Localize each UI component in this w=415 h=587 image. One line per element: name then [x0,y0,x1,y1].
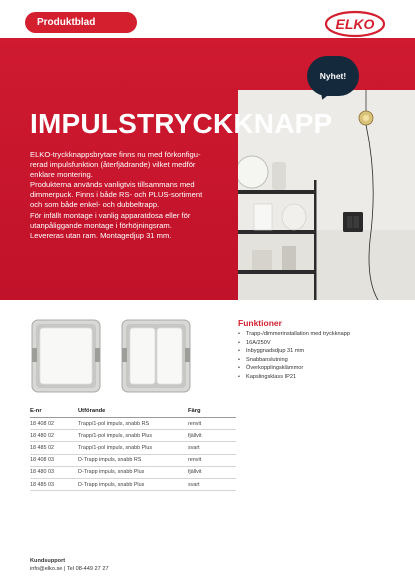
cell-design: Trapp/1-pol impuls, snabb Plus [78,430,188,442]
functions-list [238,330,350,382]
cell-enr: 18 480 03 [30,466,78,478]
double-push-button-image [120,318,192,396]
function-item: • Inbyggnadsdjup 31 mm [238,347,350,356]
customer-support [30,558,109,573]
support-contact[interactable]: info@elko.se | Tel 08-449 27 27 [30,565,109,572]
function-item: • Kapslingsklass IP21 [238,373,350,382]
cell-color: renvit [188,418,236,430]
function-item: • 16A/250V [238,339,350,348]
table-row [30,430,236,442]
cell-color: svart [188,442,236,454]
top-bar [0,0,415,38]
cell-enr: 18 408 02 [30,418,78,430]
news-badge: Nyhet! [307,56,359,96]
cell-color: fjällvit [188,430,236,442]
cell-color: svart [188,478,236,490]
intro-line: rerad impulsfunktion (återfjädrande) vilket medför [30,160,196,170]
cell-enr: 18 480 02 [30,430,78,442]
table-row [30,442,236,454]
intro-line: För infällt montage i vanlig apparatdosa eller för [30,210,191,220]
cell-design: Trapp/1-pol impuls, snabb RS [78,418,188,430]
functions-heading: Funktioner [238,318,282,328]
logo-text: ELKO [335,16,375,32]
intro-line: ELKO-tryckknappsbrytare finns nu med förkonfigu- [30,150,201,159]
column-header-color: Färg [188,406,236,418]
function-item: • Trapp-/dimmerinstallation med tryckknapp [238,330,350,339]
table-row [30,466,236,478]
intro-line: Levereras utan ram. Montagedjup 31 mm. [30,230,172,240]
intro-line: utanpåliggande montage i förhöjningsram. [30,220,172,230]
cell-design: D-Trapp impuls, snabb Plus [78,466,188,478]
intro-line: enklare montering. [30,170,93,180]
elko-logo [324,10,386,38]
cell-enr: 18 485 02 [30,442,78,454]
intro-line: Produkterna används vanligtvis tillsammans med [30,180,195,190]
table-header-row [30,406,236,418]
cell-design: D-Trapp impuls, snabb Plus [78,478,188,490]
intro-text [30,150,252,241]
page-title: IMPULSTRYCKKNAPP [30,108,333,139]
table-row [30,478,236,490]
cell-enr: 18 485 03 [30,478,78,490]
column-header-enr: E-nr [30,406,78,418]
single-push-button-image [30,318,102,396]
cell-color: fjällvit [188,466,236,478]
document-type-tag: Produktblad [25,12,137,33]
cell-design: D-Trapp impuls, snabb RS [78,454,188,466]
product-table [30,406,236,491]
intro-line: och som både enkel- och dubbeltrapp. [30,200,160,210]
column-header-design: Utförande [78,406,188,418]
function-item: • Överkopplingsklämmor [238,364,350,373]
intro-line: dimmerpuck. Finns i både RS- och PLUS-sortiment [30,190,203,200]
function-item: • Snabbanslutning [238,356,350,365]
cell-design: Trapp/1-pol impuls, snabb Plus [78,442,188,454]
cell-color: renvit [188,454,236,466]
table-row [30,418,236,430]
table-row [30,454,236,466]
cell-enr: 18 408 03 [30,454,78,466]
support-label: Kundsupport [30,558,66,564]
